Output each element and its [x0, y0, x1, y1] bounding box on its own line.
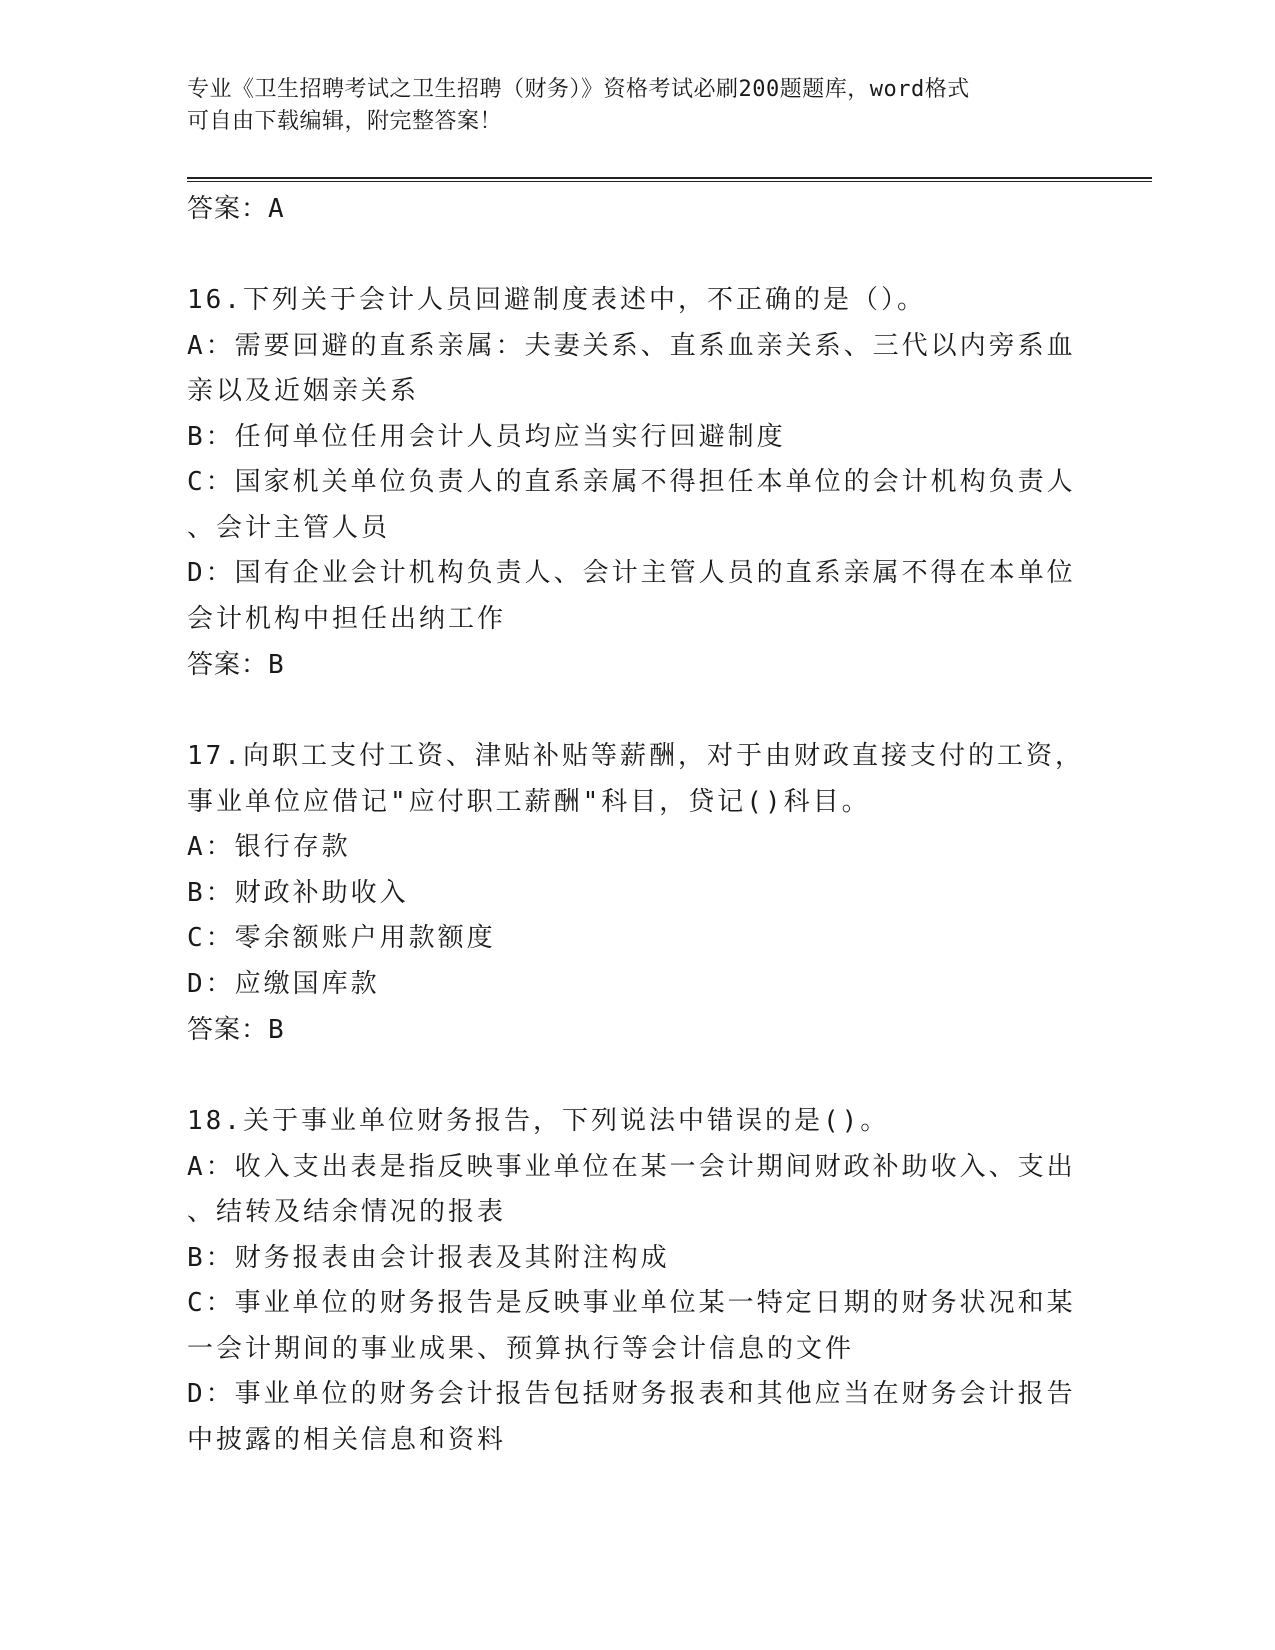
answer-line — [187, 1007, 1087, 1053]
answer-value: A — [268, 194, 285, 224]
option-line: C：零余额账户用款额度 — [187, 923, 496, 953]
option-line: 、会计主管人员 — [187, 512, 391, 543]
option-line: 一会计期间的事业成果、预算执行等会计信息的文件 — [187, 1333, 855, 1364]
option-line: C：国家机关单位负责人的直系亲属不得担任本单位的会计机构负责人 — [187, 467, 1076, 497]
page-header — [187, 74, 1087, 138]
option-line: B：财政补助收入 — [187, 877, 409, 908]
option-c — [187, 916, 1087, 962]
answer-line — [187, 642, 1087, 688]
question-stem-line: 16.下列关于会计人员回避制度表述中，不正确的是（）。 — [187, 285, 926, 315]
answer-label: 答案： — [187, 1015, 269, 1045]
option-d — [187, 962, 1087, 1008]
option-line: B：任何单位任用会计人员均应当实行回避制度 — [187, 421, 786, 452]
answer-label: 答案： — [187, 194, 269, 224]
answer-value: B — [268, 650, 285, 680]
option-a — [187, 825, 1087, 871]
question-stem-line: 事业单位应借记"应付职工薪酬"科目，贷记()科目。 — [187, 786, 871, 817]
option-line: B：财务报表由会计报表及其附注构成 — [187, 1242, 670, 1273]
option-c — [187, 460, 1087, 551]
option-b — [187, 1236, 1087, 1282]
answer-line — [187, 186, 1087, 232]
question-list — [187, 186, 1087, 1463]
header-title-line-2: 可自由下载编辑，附完整答案！ — [187, 109, 503, 134]
option-line: 会计机构中担任出纳工作 — [187, 603, 507, 634]
option-line: 亲以及近姻亲关系 — [187, 376, 420, 406]
question-stem-line: 17.向职工支付工资、津贴补贴等薪酬，对于由财政直接支付的工资， — [187, 741, 1084, 771]
option-line: 、结转及结余情况的报表 — [187, 1197, 507, 1227]
option-line: D：应缴国库款 — [187, 968, 380, 999]
question-18 — [187, 1099, 1087, 1463]
option-b — [187, 871, 1087, 917]
option-c — [187, 1281, 1087, 1372]
option-line: C：事业单位的财务报告是反映事业单位某一特定日期的财务状况和某 — [187, 1288, 1076, 1318]
answer-label: 答案： — [187, 650, 269, 680]
answer-value: B — [268, 1015, 285, 1045]
option-line: A：银行存款 — [187, 832, 351, 862]
option-line: D：事业单位的财务会计报告包括财务报表和其他应当在财务会计报告 — [187, 1379, 1076, 1409]
header-divider — [187, 177, 1152, 182]
question-17 — [187, 734, 1087, 1053]
option-b — [187, 415, 1087, 461]
option-line: 中披露的相关信息和资料 — [187, 1424, 507, 1455]
option-a — [187, 1145, 1087, 1236]
option-line: D：国有企业会计机构负责人、会计主管人员的直系亲属不得在本单位 — [187, 558, 1076, 588]
option-d — [187, 551, 1087, 642]
option-d — [187, 1372, 1087, 1463]
option-line: A：需要回避的直系亲属：夫妻关系、直系血亲关系、三代以内旁系血 — [187, 330, 1076, 361]
question-16 — [187, 278, 1087, 688]
option-a — [187, 324, 1087, 415]
question-stem-line: 18.关于事业单位财务报告，下列说法中错误的是()。 — [187, 1106, 890, 1136]
option-line: A：收入支出表是指反映事业单位在某一会计期间财政补助收入、支出 — [187, 1151, 1076, 1182]
header-title-line-1: 专业《卫生招聘考试之卫生招聘（财务）》资格考试必刷200题题库，word格式 — [187, 77, 970, 102]
